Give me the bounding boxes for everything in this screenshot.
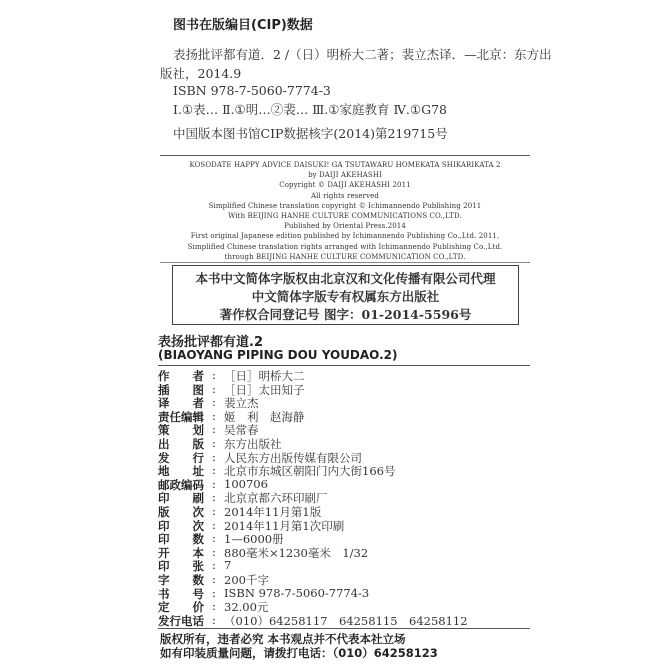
divider xyxy=(160,262,530,263)
credit-label: 印 次 xyxy=(158,518,204,533)
colon: : xyxy=(212,395,216,410)
credit-value: 北京京都六环印刷厂 xyxy=(224,491,328,506)
credit-value: ［日］明桥大二 xyxy=(224,369,305,383)
credit-value: 北京市东城区朝阳门内大街166号 xyxy=(224,464,396,479)
english-line: Published by Oriental Press.2014 xyxy=(284,222,406,231)
credit-label: 地 址 xyxy=(158,464,204,479)
english-line: KOSODATE HAPPY ADVICE DAISUKI! GA TSUTAWARU HOMEKATA SHIKARIKATA 2 xyxy=(189,161,501,169)
colon: : xyxy=(212,463,216,478)
credit-label: 印 数 xyxy=(158,532,204,547)
credit-value: 880毫米×1230毫米 1/32 xyxy=(224,545,369,560)
credit-value: 裴立杰 xyxy=(224,396,259,411)
colon: : xyxy=(212,476,216,491)
divider xyxy=(160,155,530,156)
credit-value: 姬 利 赵海静 xyxy=(224,409,305,424)
colon: : xyxy=(212,558,216,573)
credit-value: 32.00元 xyxy=(224,600,269,615)
english-copyright-block xyxy=(160,160,530,262)
credit-label: 定 价 xyxy=(158,600,204,615)
credit-label: 发行电话 xyxy=(158,613,204,628)
english-line: by DAIJI AKEHASHI xyxy=(308,171,382,180)
credit-label: 开 本 xyxy=(158,545,204,560)
credit-value: 1—6000册 xyxy=(224,532,284,547)
colon: : xyxy=(212,504,216,518)
credit-value: 东方出版社 xyxy=(224,437,282,451)
credit-value: 100706 xyxy=(224,476,268,491)
cip-number: 中国版本图书馆CIP数据核字(2014)第219715号 xyxy=(173,126,448,141)
english-line: Simplified Chinese translation rights arranged with Ichimannendo Publishing Co.,Ltd. xyxy=(187,242,503,251)
colon: : xyxy=(212,449,216,464)
credit-label: 插 图 xyxy=(158,382,204,397)
english-line: Copyright © DAIJI AKEHASHI 2011 xyxy=(279,181,411,190)
credit-label: 策 划 xyxy=(158,423,204,438)
credit-label: 字 数 xyxy=(158,573,204,587)
colon: : xyxy=(212,381,216,396)
credit-value: 2014年11月第1次印刷 xyxy=(224,518,345,533)
colon: : xyxy=(212,572,216,586)
colon: : xyxy=(212,422,216,437)
footer-line: 版权所有，违者必究 本书观点并不代表本社立场 xyxy=(160,631,406,646)
credit-label: 印 张 xyxy=(158,559,204,574)
colon: : xyxy=(212,490,216,505)
divider xyxy=(158,365,530,366)
credit-value: 200千字 xyxy=(224,573,269,587)
notice-line: 著作权合同登记号 图字：01-2014-5596号 xyxy=(219,307,472,322)
colon: : xyxy=(212,408,216,423)
english-line: Simplified Chinese translation copyright © Ichimannendo Publishing 2011 xyxy=(208,201,482,210)
colon: : xyxy=(212,368,216,382)
english-line: With BEIJING HANHE CULTURE COMMUNICATIONS CO.,LTD. xyxy=(228,212,462,221)
cip-line: 版社，2014.9 xyxy=(160,66,242,81)
colon: : xyxy=(212,531,216,546)
credit-label: 印 刷 xyxy=(158,491,204,506)
credit-label: 责任编辑 xyxy=(158,409,204,424)
english-line: First original Japanese edition published by Ichimannendo Publishing Co.,Ltd. 2011, xyxy=(190,232,500,241)
credit-label: 发 行 xyxy=(158,450,204,465)
book-title: 表扬批评都有道.2 xyxy=(158,335,263,350)
notice-line: 中文简体字版专有权属东方出版社 xyxy=(251,289,440,304)
credit-label: 出 版 xyxy=(158,437,204,451)
notice-line: 本书中文简体字版权由北京汉和文化传播有限公司代理 xyxy=(195,271,496,286)
cip-isbn: ISBN 978-7-5060-7774-3 xyxy=(173,83,331,98)
credit-label: 作 者 xyxy=(158,369,204,383)
colon: : xyxy=(212,612,216,627)
cip-title: 图书在版编目(CIP)数据 xyxy=(173,18,313,33)
credit-label: 书 号 xyxy=(158,586,204,601)
credit-value: 7 xyxy=(224,558,232,573)
book-pinyin: (BIAOYANG PIPING DOU YOUDAO.2) xyxy=(158,348,398,362)
colon: : xyxy=(212,585,216,600)
credit-label: 版 次 xyxy=(158,505,204,519)
credit-value: ISBN 978-7-5060-7774-3 xyxy=(224,585,370,600)
colon: : xyxy=(212,544,216,559)
cip-classification: Ⅰ.①表… Ⅱ.①明…②裴… Ⅲ.①家庭教育 Ⅳ.①G78 xyxy=(173,102,448,117)
credit-value: 人民东方出版传媒有限公司 xyxy=(224,450,362,465)
colon: : xyxy=(212,517,216,532)
footer-line: 如有印装质量问题，请拨打电话：（010）64258123 xyxy=(160,645,438,660)
credit-value: （010）64258117 64258115 64258112 xyxy=(224,613,468,628)
credit-value: 吴常春 xyxy=(224,423,259,438)
notice-box xyxy=(172,265,519,325)
english-line: through BEIJING HANHE CULTURE COMMUNICATION CO.,LTD. xyxy=(224,252,466,261)
colon: : xyxy=(212,436,216,450)
divider xyxy=(158,628,530,629)
credit-value: 2014年11月第1版 xyxy=(224,505,322,519)
cip-line: 表扬批评都有道．2 /（日）明桥大二著；裴立杰译．—北京：东方出 xyxy=(173,47,552,62)
colon: : xyxy=(212,599,216,614)
credit-value: ［日］太田知子 xyxy=(224,382,305,397)
english-line: All rights reserved xyxy=(310,191,379,200)
credit-label: 译 者 xyxy=(158,396,204,411)
credit-label: 邮政编码 xyxy=(158,477,204,492)
